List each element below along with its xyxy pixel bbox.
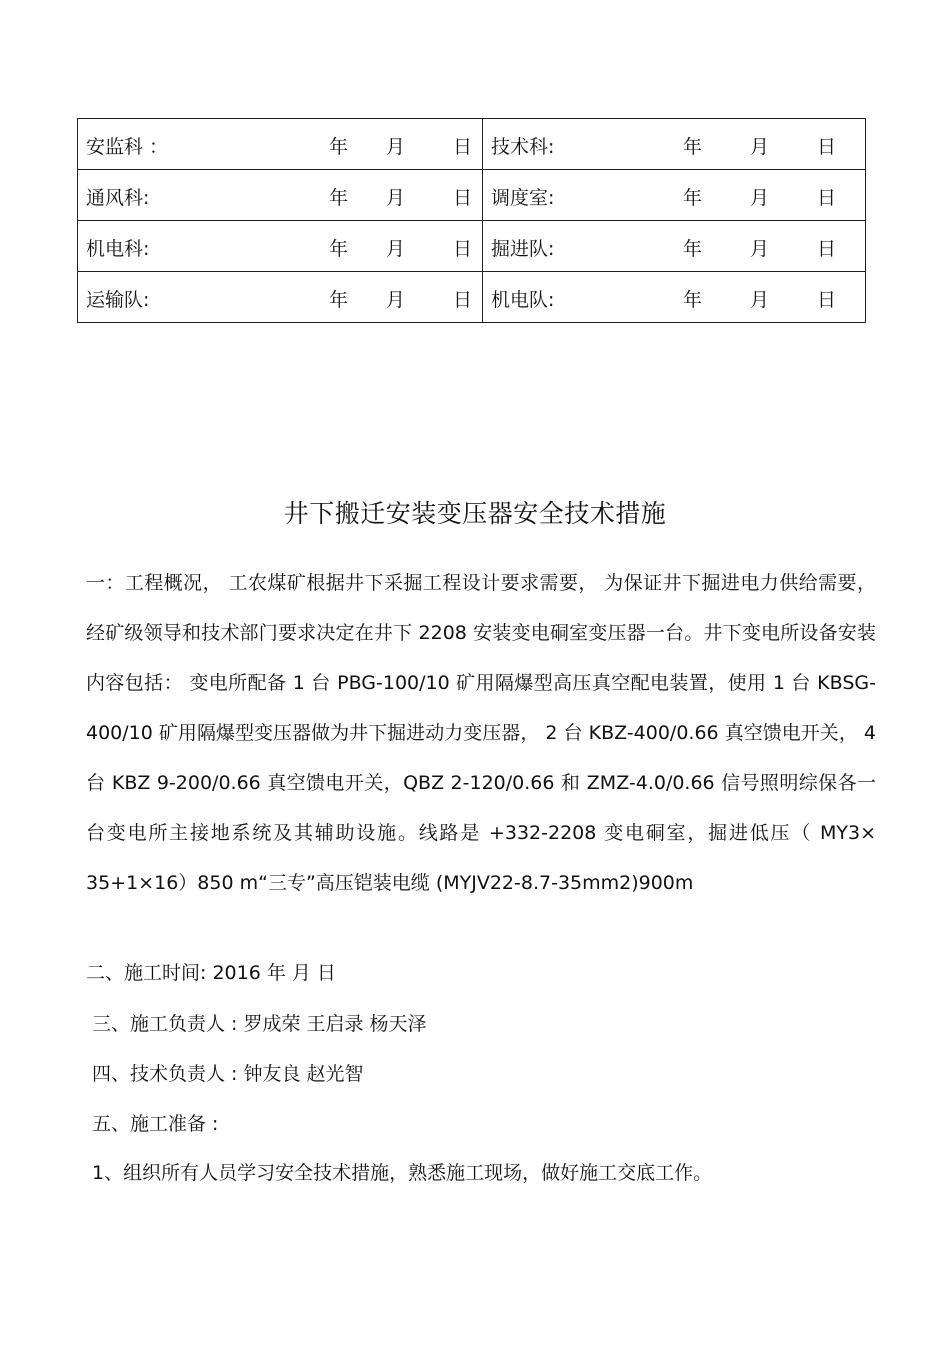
signoff-cell bbox=[78, 119, 483, 170]
department-label: 安监科 ： bbox=[86, 136, 169, 158]
month-label: 月 bbox=[750, 187, 770, 209]
signoff-row bbox=[78, 119, 866, 170]
department-label: 调度室: bbox=[491, 187, 555, 209]
signoff-cell bbox=[483, 221, 866, 272]
day-label: 日 bbox=[453, 238, 473, 260]
year-label: 年 bbox=[683, 136, 703, 158]
signoff-row bbox=[78, 170, 866, 221]
signoff-cell bbox=[78, 170, 483, 221]
day-label: 日 bbox=[817, 238, 837, 260]
overview-paragraph: 一：工程概况， 工农煤矿根据井下采掘工程设计要求需要， 为保证井下掘进电力供给需要，经矿级领导和技术部门要求决定在井下 2208 安装变电硐室变压器一台。井下变电所设备安装内容包括： 变电所配备 1 台 PBG-100/10 矿用隔爆型高压真空配电装置，使用 1 台 KBSG-400/10 矿用隔爆型变压器做为井下掘进动力变压器， 2 台 KBZ-400/0.66 真空馈电开关， 4 台 KBZ 9-200/0.66 真空馈电开关，QBZ 2-120/0.66 和 ZMZ-4.0/0.66 信号照明综保各一台变电所主接地系统及其辅助设施。线路是 +332-2208 变电硐室，掘进低压（ MY3× 35+1×16）850 m“三专”高压铠装电缆 (MYJV22-8.7-35mm2)900m bbox=[86, 572, 876, 894]
day-label: 日 bbox=[817, 187, 837, 209]
department-label: 机电队: bbox=[491, 289, 555, 311]
signoff-table bbox=[77, 118, 866, 323]
signoff-row bbox=[78, 272, 866, 323]
signoff-cell bbox=[78, 272, 483, 323]
signoff-cell bbox=[483, 272, 866, 323]
department-label: 通风科: bbox=[86, 187, 150, 209]
preparation-item: 1、组织所有人员学习安全技术措施，熟悉施工现场，做好施工交底工作。 bbox=[92, 1162, 713, 1184]
day-label: 日 bbox=[453, 136, 473, 158]
month-label: 月 bbox=[386, 238, 406, 260]
month-label: 月 bbox=[386, 136, 406, 158]
department-label: 机电科: bbox=[86, 238, 150, 260]
signoff-cell bbox=[78, 221, 483, 272]
month-label: 月 bbox=[386, 187, 406, 209]
document-title: 井下搬迁安装变压器安全技术措施 bbox=[283, 499, 667, 528]
department-label: 技术科: bbox=[491, 136, 555, 158]
day-label: 日 bbox=[453, 289, 473, 311]
day-label: 日 bbox=[453, 187, 473, 209]
year-label: 年 bbox=[683, 187, 703, 209]
technical-leads: 四、技术负责人 : 钟友良 赵光智 bbox=[92, 1063, 364, 1085]
preparation-heading: 五、施工准备 : bbox=[92, 1113, 219, 1135]
signoff-cell bbox=[483, 119, 866, 170]
signoff-cell bbox=[483, 170, 866, 221]
month-label: 月 bbox=[386, 289, 406, 311]
month-label: 月 bbox=[750, 289, 770, 311]
department-label: 掘进队: bbox=[491, 238, 555, 260]
year-label: 年 bbox=[683, 238, 703, 260]
year-label: 年 bbox=[329, 136, 349, 158]
construction-leads: 三、施工负责人 : 罗成荣 王启录 杨天泽 bbox=[92, 1013, 427, 1035]
year-label: 年 bbox=[329, 289, 349, 311]
department-label: 运输队: bbox=[86, 289, 150, 311]
day-label: 日 bbox=[817, 136, 837, 158]
signoff-row bbox=[78, 221, 866, 272]
year-label: 年 bbox=[683, 289, 703, 311]
month-label: 月 bbox=[750, 238, 770, 260]
month-label: 月 bbox=[750, 136, 770, 158]
year-label: 年 bbox=[329, 187, 349, 209]
year-label: 年 bbox=[329, 238, 349, 260]
construction-time: 二、施工时间: 2016 年 月 日 bbox=[86, 962, 336, 984]
day-label: 日 bbox=[817, 289, 837, 311]
